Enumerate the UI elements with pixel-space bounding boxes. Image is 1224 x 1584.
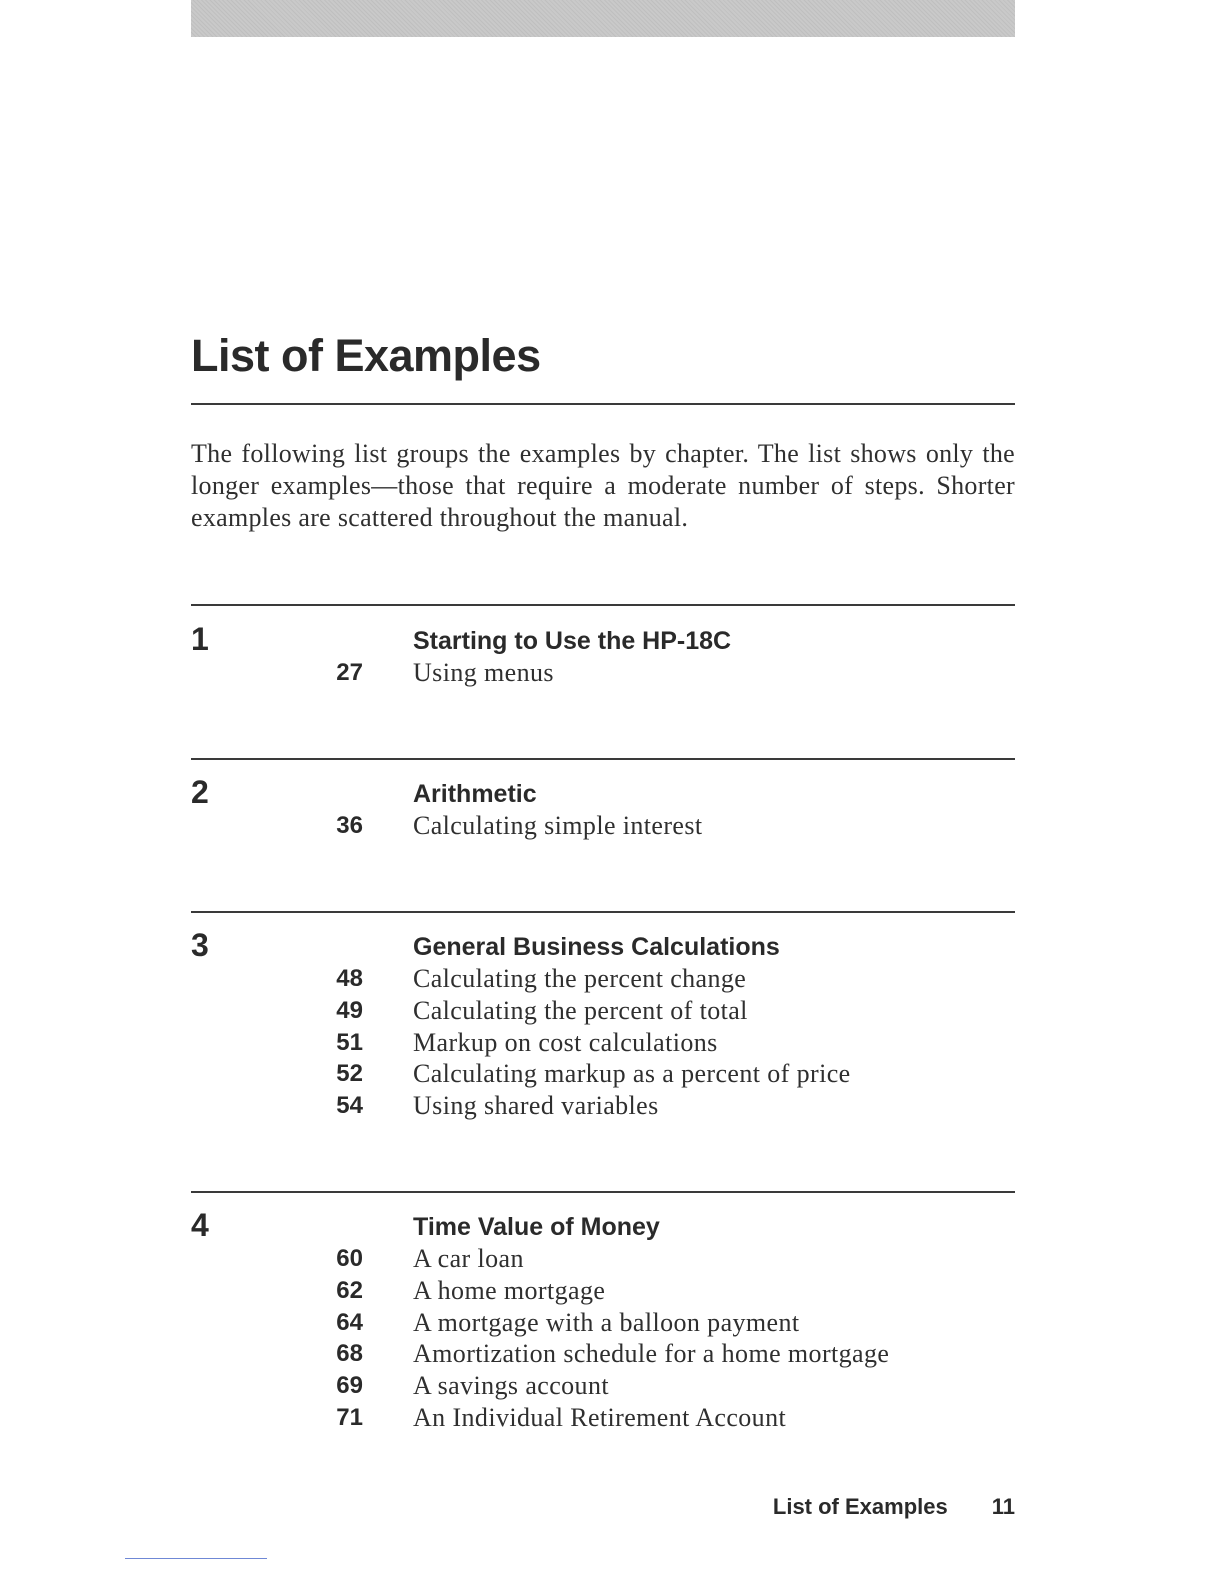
example-item	[191, 1370, 1015, 1402]
example-list	[191, 657, 1015, 689]
page-footer	[773, 1492, 1015, 1522]
example-title: A home mortgage	[413, 1275, 606, 1305]
example-item	[191, 1058, 1015, 1090]
chapter-title: General Business Calculations	[413, 933, 780, 961]
example-page-number: 36	[336, 812, 363, 839]
example-item	[191, 657, 1015, 689]
example-page-number: 49	[336, 996, 363, 1024]
example-item	[191, 1027, 1015, 1059]
example-title: Calculating markup as a percent of price	[413, 1059, 851, 1089]
example-page-number: 62	[336, 1276, 363, 1304]
chapter-divider	[191, 758, 1015, 760]
page-title: List of Examples	[191, 330, 541, 381]
chapter-divider	[191, 911, 1015, 913]
example-title: Calculating simple interest	[413, 811, 703, 840]
chapter-title: Time Value of Money	[413, 1213, 660, 1241]
example-item	[191, 810, 1015, 842]
example-item	[191, 995, 1015, 1027]
example-item	[191, 1402, 1015, 1434]
example-title: A car loan	[413, 1244, 524, 1273]
header-bar	[191, 0, 1015, 37]
example-page-number: 52	[336, 1060, 363, 1088]
example-item	[191, 1338, 1015, 1370]
example-title: Markup on cost calculations	[413, 1027, 718, 1057]
example-list	[191, 810, 1015, 842]
chapter-number: 2	[191, 774, 209, 810]
example-title: A mortgage with a balloon payment	[413, 1307, 800, 1337]
example-list	[191, 963, 1015, 1122]
example-page-number: 69	[336, 1372, 363, 1400]
example-title: Calculating the percent of total	[413, 995, 748, 1025]
example-page-number: 60	[336, 1245, 363, 1272]
chapter-number: 3	[191, 927, 209, 963]
chapter-number: 4	[191, 1207, 209, 1243]
footer-page-number: 11	[991, 1494, 1015, 1519]
example-title: Using menus	[413, 658, 554, 687]
example-item	[191, 1275, 1015, 1307]
example-item	[191, 963, 1015, 995]
example-page-number: 54	[336, 1092, 363, 1120]
example-page-number: 68	[336, 1340, 363, 1368]
title-divider	[191, 403, 1015, 405]
example-page-number: 48	[336, 965, 363, 992]
scan-edge-line	[125, 1558, 267, 1559]
footer-section-title: List of Examples	[772, 1494, 948, 1519]
chapter-title: Starting to Use the HP-18C	[413, 627, 732, 655]
example-list	[191, 1243, 1015, 1434]
chapter-divider	[191, 604, 1015, 606]
example-item	[191, 1307, 1015, 1339]
example-item	[191, 1243, 1015, 1275]
example-title: An Individual Retirement Account	[413, 1402, 787, 1432]
chapter-title: Arithmetic	[413, 780, 537, 808]
example-page-number: 51	[336, 1028, 363, 1056]
chapter-divider	[191, 1191, 1015, 1193]
example-page-number: 64	[336, 1308, 363, 1336]
example-title: Using shared variables	[413, 1091, 659, 1121]
example-page-number: 27	[336, 659, 363, 686]
example-page-number: 71	[336, 1403, 363, 1431]
chapter-number: 1	[191, 621, 209, 657]
example-item	[191, 1090, 1015, 1122]
example-title: Calculating the percent change	[413, 964, 747, 993]
example-title: Amortization schedule for a home mortgage	[413, 1339, 890, 1369]
intro-paragraph: The following list groups the examples by chapter. The list shows only the longer examples—those that require a moderate number of steps. Shorter examples are scattered throughout the manual.	[191, 439, 1015, 532]
example-title: A savings account	[413, 1371, 609, 1401]
